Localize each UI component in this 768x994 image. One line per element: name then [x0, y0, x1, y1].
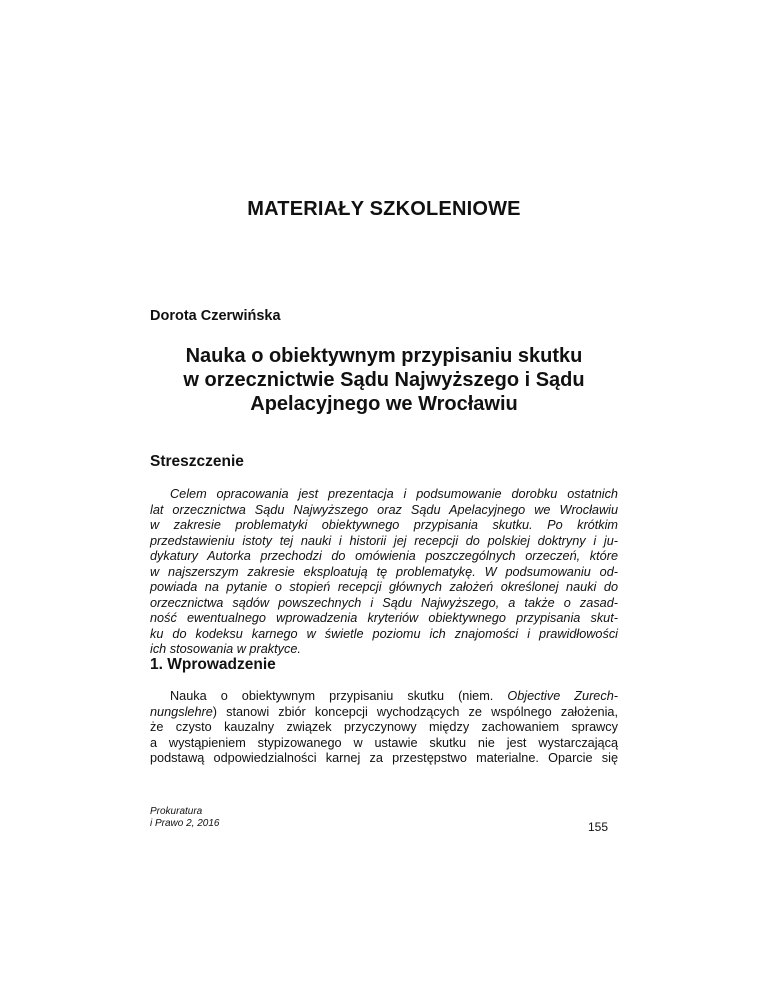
- abstract-line: ność ewentualnego wprowadzenia kryteriów obiektywnego przypisania skut-: [150, 611, 618, 625]
- intro-body: [150, 689, 618, 767]
- article-title-line: w orzecznictwie Sądu Najwyższego i Sądu: [183, 369, 585, 391]
- intro-line: a wystąpieniem stypizowanego w ustawie skutku nie jest wystarczającą: [150, 735, 618, 750]
- article-title-line: Nauka o obiektywnym przypisaniu skutku: [185, 345, 583, 367]
- abstract-line: lat orzecznictwa Sądu Najwyższego oraz Sądu Apelacyjnego we Wrocławiu: [150, 502, 618, 517]
- journal-reference: [150, 806, 220, 830]
- abstract-line: Celem opracowania jest prezentacja i podsumowanie dorobku ostatnich: [170, 487, 618, 501]
- author-name: Dorota Czerwińska: [150, 308, 281, 324]
- abstract-line: dykatury Autorka przechodzi do omówienia poszczególnych orzeczeń, które: [150, 549, 618, 563]
- intro-italic-term: nungslehre: [150, 704, 213, 719]
- page-number: 155: [588, 820, 609, 834]
- abstract-line: powiada na pytanie o stopień recepcji głównych założeń określonej nauki do: [150, 580, 618, 594]
- intro-text: Nauka o obiektywnym przypisaniu skutku (niem.: [170, 689, 508, 703]
- intro-line: podstawą odpowiedzialności karnej za przestępstwo materialne. Oparcie się: [150, 751, 618, 765]
- abstract-line: w zakresie problematyki obiektywnego przypisania skutku. Po krótkim: [150, 518, 618, 532]
- journal-name: Prokuratura: [150, 806, 203, 817]
- abstract-line: ich stosowania w praktyce.: [150, 642, 301, 656]
- abstract-line: orzecznictwa sądów powszechnych i Sądu Najwyższego, a także o zasad-: [150, 595, 618, 610]
- article-title-line: Apelacyjnego we Wrocławiu: [250, 393, 518, 415]
- journal-issue: i Prawo 2, 2016: [150, 818, 220, 829]
- abstract-line: w najszerszym zakresie eksploatują tę problematykę. W podsumowaniu od-: [150, 564, 618, 579]
- abstract-line: ku do kodeksu karnego w świetle poziomu ich znajomości i prawidłowości: [150, 626, 618, 641]
- intro-line: że czysto kauzalny związek przyczynowy między zachowaniem sprawcy: [150, 720, 618, 734]
- abstract-heading: Streszczenie: [150, 453, 244, 470]
- intro-line: [150, 705, 618, 721]
- intro-text: ) stanowi zbiór koncepcji wychodzących ze wspólnego założenia,: [212, 704, 618, 719]
- abstract-body: [150, 487, 618, 658]
- intro-italic-term: Objective Zurech-: [507, 689, 618, 703]
- section-title: MATERIAŁY SZKOLENIOWE: [247, 198, 521, 220]
- intro-line: [150, 689, 618, 705]
- intro-heading: 1. Wprowadzenie: [150, 656, 276, 673]
- abstract-line: przedstawieniu istoty tej nauki i historii jej recepcji do polskiej doktryny i ju-: [150, 533, 618, 548]
- article-title: [150, 344, 618, 416]
